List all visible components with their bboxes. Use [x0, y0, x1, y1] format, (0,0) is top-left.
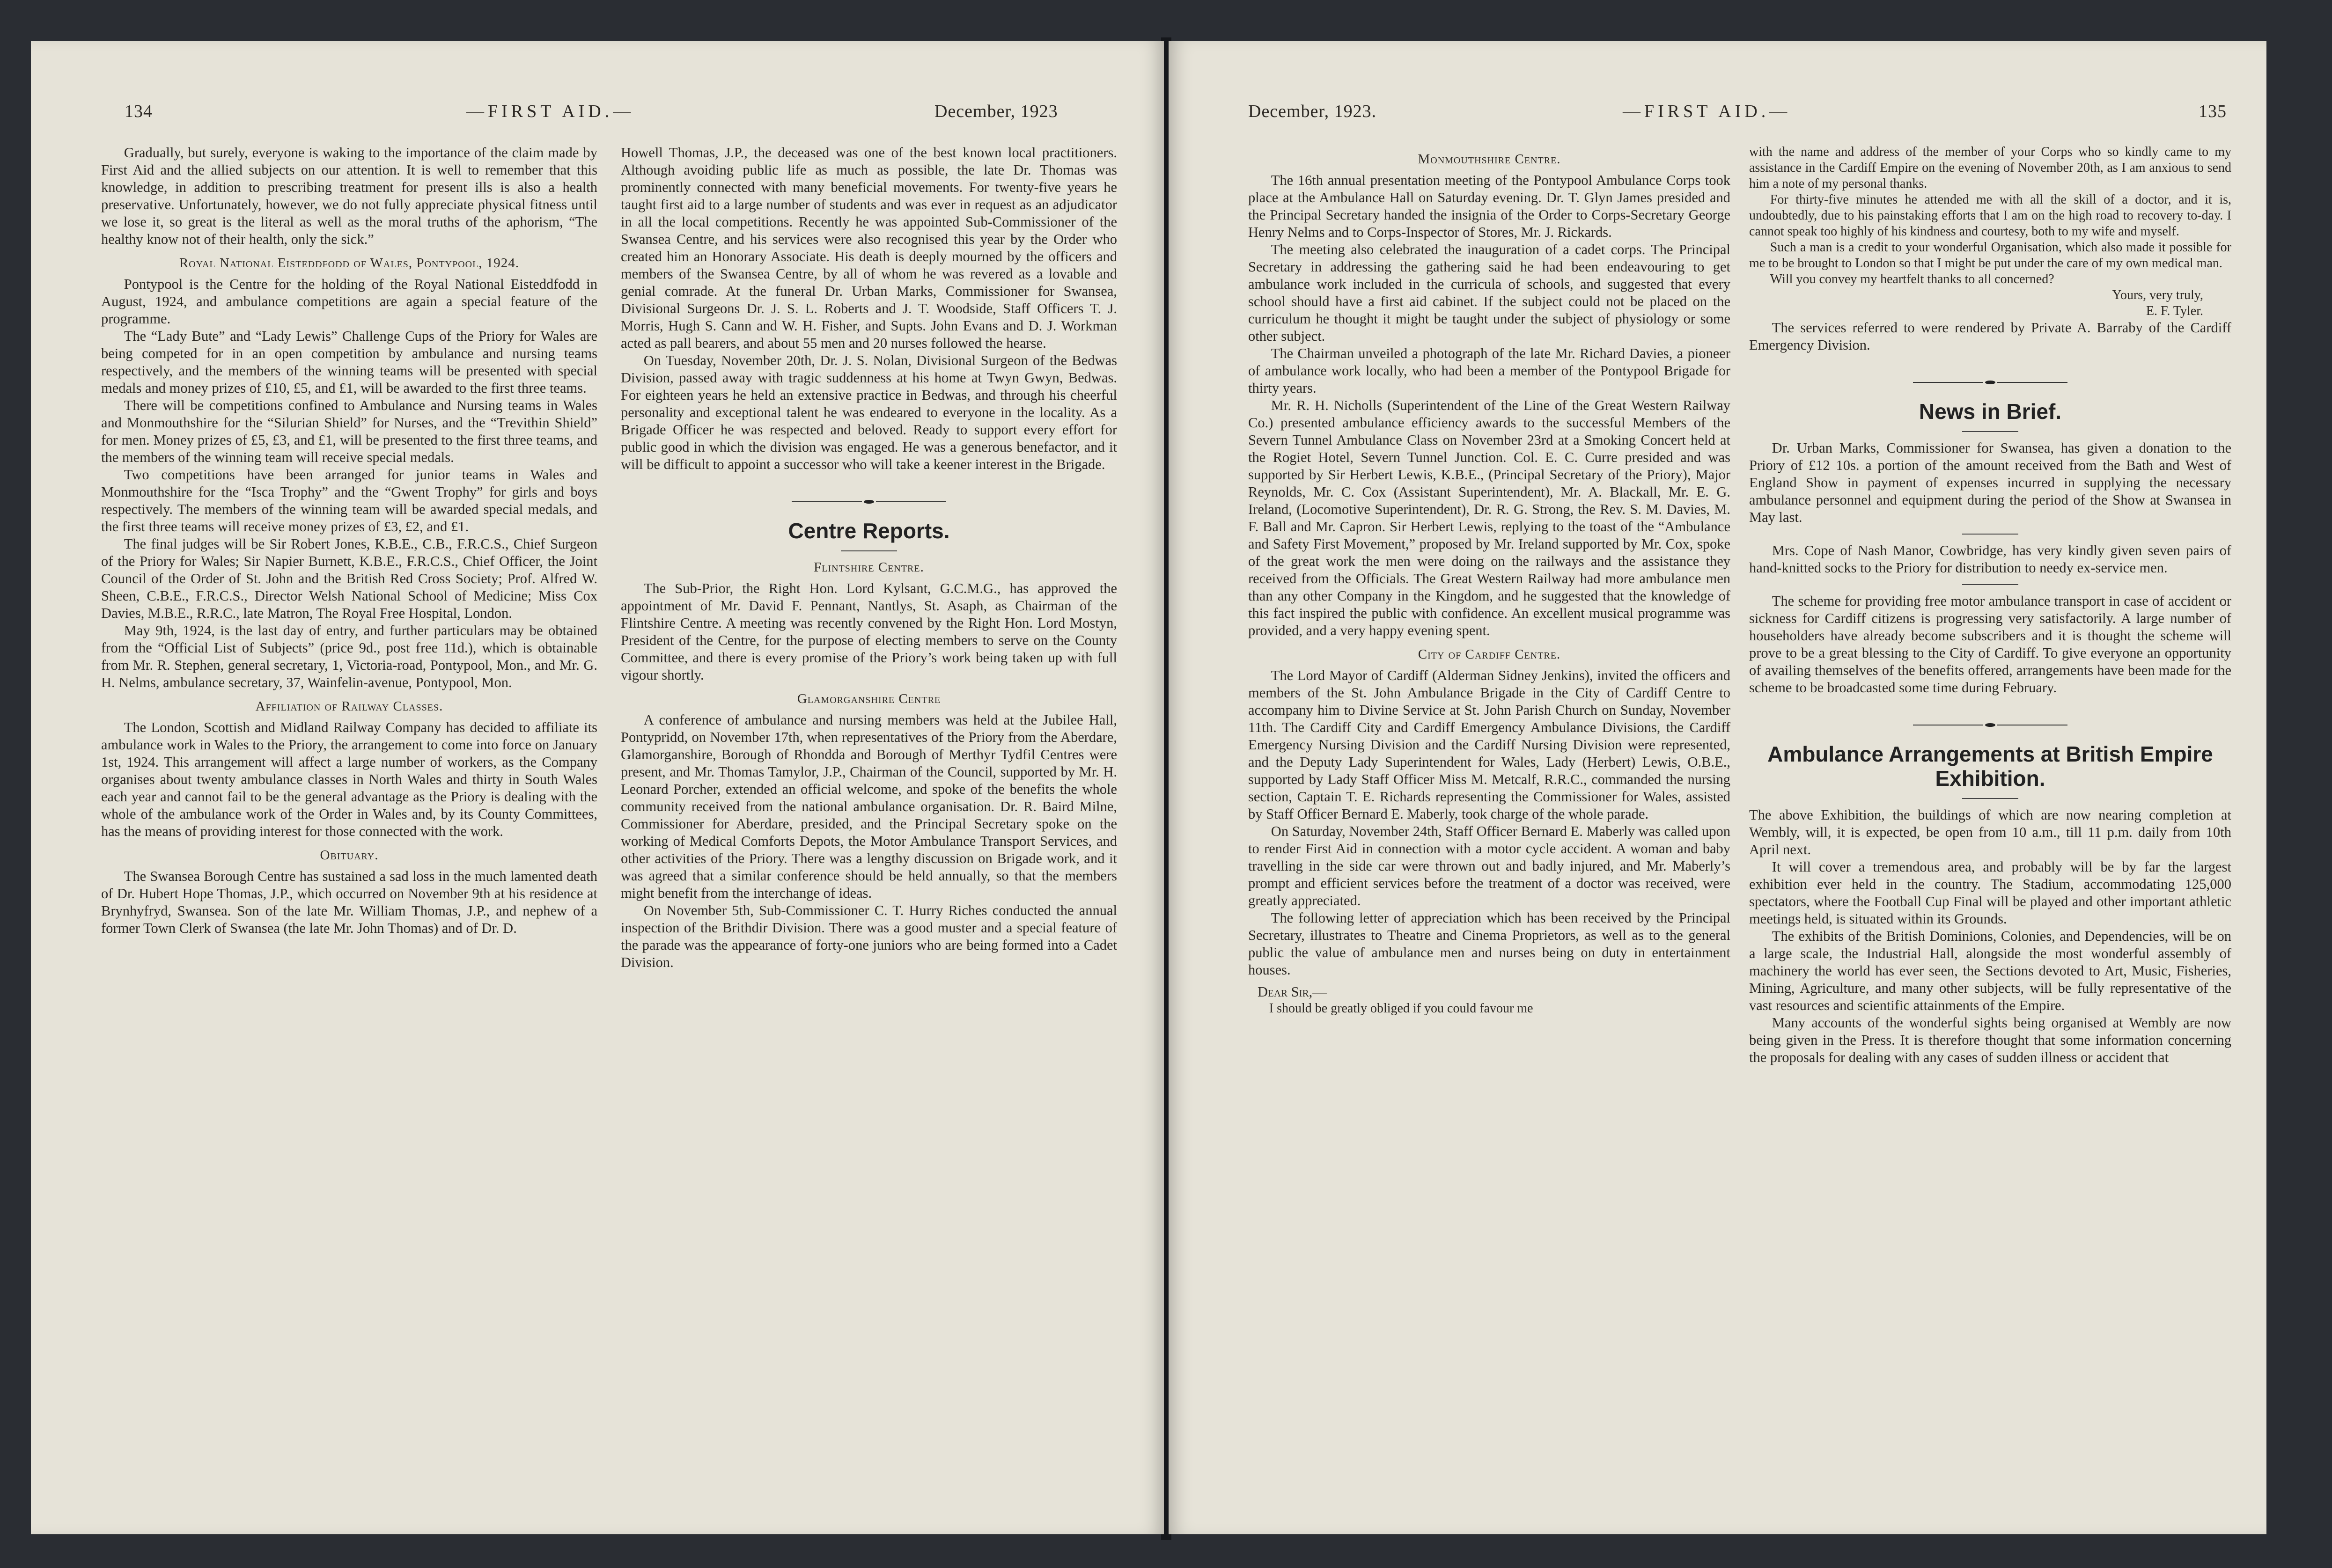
section-subheading: Monmouthshire Centre.	[1418, 152, 1561, 167]
letter-paragraph: Such a man is a credit to your wonderful Organisation, which also made it possible for me to be brought to London so that I might be put under the care of my own medical man.	[1749, 240, 2231, 271]
body-paragraph: The Sub-Prior, the Right Hon. Lord Kylsant, G.C.M.G., has approved the appointment of Mr. David F. Pennant, Nantlys, St. Asaph, as Chairman of the Flintshire Centre. A meeting was recently convened by the Right Hon. Lord Mostyn, President of the Centre, for the purpose of electing members to serve on the County Committee, and there is every promise of the Priory’s work being taken up with full vigour shortly.	[621, 580, 1117, 683]
body-paragraph: The scheme for providing free motor ambulance transport in case of accident or sickness for Cardiff citizens is progressing very satisfactorily. A large number of householders have already become subscribers and it is thought the scheme will prove to be a great blessing to the City of Cardiff. To give everyone an opportunity of availing themselves of the benefits offered, arrangements have been made for the scheme to be broadcasted some time during February.	[1749, 593, 2231, 696]
section-subheading: Obituary.	[320, 848, 379, 863]
body-paragraph: Gradually, but surely, everyone is waking to the importance of the claim made by First Aid and the allied subjects on our attention. It is well to remember that this knowledge, in addition to prescribing treatment for present ills is also a health preservative. Unfortunately, however, we do not fully appreciate physical fitness until we lose it, so great is the literal as well as the moral truths of the aphorism, “The healthy know not of their health, only the sick.”	[101, 145, 597, 247]
running-title: —FIRST AID.—	[1623, 102, 1791, 121]
letter-paragraph: Will you convey my heartfelt thanks to all concerned?	[1770, 272, 2054, 286]
body-paragraph: On November 5th, Sub-Commissioner C. T. Hurry Riches conducted the annual inspection of the Brithdir Division. There was a good muster and a special feature of the parade was the appearance of forty-one juniors who are being formed into a Cadet Division.	[621, 902, 1117, 970]
letter-paragraph: For thirty-five minutes he attended me with all the skill of a doctor, and it is, undoubtedly, due to his painstaking efforts that I am on the high road to recovery to-day. I cannot speak too highly of his kindness and courtesy, both to my wife and myself.	[1749, 192, 2231, 239]
page-number: 135	[2199, 102, 2227, 121]
letter-paragraph: with the name and address of the member of your Corps who so kindly came to my assistance in the Cardiff Empire on the evening of November 20th, as I am anxious to send him a note of my personal thanks.	[1749, 145, 2231, 191]
letter-salutation: Dear Sir,—	[1258, 984, 1327, 1000]
section-subheading: City of Cardiff Centre.	[1418, 647, 1561, 662]
left-page	[31, 41, 1164, 1534]
section-rule	[1962, 798, 2018, 799]
page-number: 134	[125, 102, 153, 121]
section-subheading: Glamorganshire Centre	[797, 691, 941, 706]
body-paragraph: Two competitions have been arranged for junior teams in Wales and Monmouthshire for the “Isca Trophy” and the “Gwent Trophy” for girls and boys respectively. The members of the winning team will be awarded special medals, and the first three teams will receive money prizes of £3, £2, and £1.	[101, 467, 597, 535]
ornament-divider	[621, 492, 1117, 509]
body-paragraph: The “Lady Bute” and “Lady Lewis” Challenge Cups of the Priory for Wales are being competed for in an open competition by ambulance and nursing teams respectively, and the members of the winning teams will be presented with special medals and money prizes of £10, £5, and £1, will be awarded to the first three teams.	[101, 328, 597, 396]
right-column-2	[1749, 144, 2231, 1066]
section-subheading: Flintshire Centre.	[814, 560, 924, 575]
article-heading: News in Brief.	[1919, 399, 2062, 424]
body-paragraph: The above Exhibition, the buildings of which are now nearing completion at Wembly, will, it is expected, be open from 10 a.m., till 11 p.m. daily from 10th April next.	[1749, 807, 2231, 857]
body-paragraph: There will be competitions confined to Ambulance and Nursing teams in Wales and Monmouthshire for the “Silurian Shield” for Nurses, and the “Trevithin Shield” for men. Money prizes of £5, £3, and £1, will be presented to the first three teams, and the members of the winning team will receive special medals.	[101, 397, 597, 465]
body-paragraph: The final judges will be Sir Robert Jones, K.B.E., C.B., F.R.C.S., Chief Surgeon of the Priory for Wales; Sir Napier Burnett, K.B.E., F.R.C.S., Chief Officer, the Joint Council of the Order of St. John and the British Red Cross Society; Prof. Alfred W. Sheen, C.B.E., F.R.C.S., Director Welsh National School of Medicine; Miss Cox Davies, M.B.E., R.R.C., late Matron, The Royal Free Hospital, London.	[101, 536, 597, 621]
body-paragraph: The following letter of appreciation which has been received by the Principal Secretary, illustrates to Theatre and Cinema Proprietors, as well as to the general public the value of ambulance men and nurses being on duty in entertainment houses.	[1248, 910, 1730, 978]
running-date: December, 1923.	[1248, 102, 1377, 121]
body-paragraph: Mrs. Cope of Nash Manor, Cowbridge, has very kindly given seven pairs of hand-knitted socks to the Priory for distribution to needy ex-service men.	[1749, 542, 2231, 576]
body-paragraph: The exhibits of the British Dominions, Colonies, and Dependencies, will be on a large scale, the Industrial Hall, alongside the most wonderful assembly of machinery the world has ever seen, the Sections devoted to Art, Music, Fisheries, Mining, Agriculture, and many other subjects, will be fully representative of the vast resources and scientific attainments of the Empire.	[1749, 928, 2231, 1013]
article-heading: Ambulance Arrangements at British Empire Exhibition.	[1767, 742, 2213, 791]
right-page	[1169, 41, 2266, 1534]
right-column-1	[1248, 144, 1730, 1017]
article-heading: Centre Reports.	[788, 519, 950, 543]
section-rule	[1962, 534, 2018, 535]
body-paragraph: Dr. Urban Marks, Commissioner for Swansea, has given a donation to the Priory of £12 10s. a portion of the amount received from the Bath and West of England Show in payment of expenses incurred in supplying the necessary ambulance personnel and equipment during the period of the Show at Swansea in May last.	[1749, 440, 2231, 525]
letter-signature: E. F. Tyler.	[2146, 304, 2203, 318]
body-paragraph: The Chairman unveiled a photograph of the late Mr. Richard Davies, a pioneer of ambulance work locally, who had been a member of the Pontypool Brigade for thirty years.	[1248, 345, 1730, 396]
section-rule	[1962, 584, 2018, 585]
body-paragraph: A conference of ambulance and nursing members was held at the Jubilee Hall, Pontypridd, on November 17th, when representatives of the Priory from the Aberdare, Glamorganshire, Borough of Rhondda and Borough of Merthyr Tydfil Centres were present, and Mr. Thomas Tamylor, J.P., Chairman of the Council, supported by Mr. H. Leonard Porcher, extended an official welcome, and spoke of the benefits the whole community received from the national ambulance organisation. Dr. R. Baird Milne, Commissioner for Aberdare, presided, and the Principal Secretary spoke on the working of Medical Comforts Depots, the Motor Ambulance Transport Services, and other activities of the Priory. There was a lengthy discussion on Brigade work, and it was agreed that a similar conference should be held annually, so that the members might benefit from the interchange of ideas.	[621, 712, 1117, 901]
ornament-divider	[1749, 373, 2231, 390]
body-paragraph: Pontypool is the Centre for the holding of the Royal National Eisteddfodd in August, 1924, and ambulance competitions are again a special feature of the programme.	[101, 276, 597, 327]
left-running-head	[31, 101, 1164, 129]
body-paragraph: May 9th, 1924, is the last day of entry, and further particulars may be obtained from the “Official List of Subjects” (price 9d., post free 11d.), which is obtainable from Mr. R. Stephen, general secretary, 1, Victoria-road, Pontypool, Mon., and Mr. G. H. Nelms, ambulance secretary, 37, Wainfelin-avenue, Pontypool, Mon.	[101, 623, 597, 690]
section-subheading: Royal National Eisteddfodd of Wales, Pontypool, 1924.	[179, 256, 520, 271]
running-title: —FIRST AID.—	[466, 102, 635, 121]
section-subheading: Affiliation of Railway Classes.	[255, 699, 443, 714]
section-rule	[1962, 431, 2018, 432]
ornament-divider	[1749, 715, 2231, 733]
body-paragraph: The 16th annual presentation meeting of the Pontypool Ambulance Corps took place at the Ambulance Hall on Saturday evening. Dr. T. Glyn James presided and the Principal Secretary handed the insignia of the Order to Corps-Secretary George Henry Nelms and to Corps-Inspector of Stores, Mr. J. Rickards.	[1248, 172, 1730, 240]
body-paragraph: The services referred to were rendered by Private A. Barraby of the Cardiff Emergency Division.	[1749, 320, 2231, 353]
body-paragraph: It will cover a tremendous area, and probably will be by far the largest exhibition ever held in the country. The Stadium, accommodating 125,000 spectators, where the Football Cup Final will be played and other important athletic meetings held, is situated within its Grounds.	[1749, 859, 2231, 927]
body-paragraph: On Saturday, November 24th, Staff Officer Bernard E. Maberly was called upon to render First Aid in connection with a motor cycle accident. A woman and baby travelling in the side car were thrown out and badly injured, and Mr. Maberly’s prompt and efficient services before the treatment of a doctor was received, were greatly appreciated.	[1248, 823, 1730, 909]
body-paragraph: Mr. R. H. Nicholls (Superintendent of the Line of the Great Western Railway Co.) presented ambulance efficiency awards to the successful Members of the Severn Tunnel Ambulance Class on November 23rd at a Smoking Concert held at the Rogiet Hotel, Severn Tunnel Junction. Col. E. C. Curre presided and was supported by Sir Herbert Lewis, K.B.E., (Principal Secretary of the Priory), Major Reynolds, Mr. C. Cox (Assistant Superintendent), Mr. A. Blackall, Mr. E. G. Ireland, (Locomotive Superintendent), Dr. R. G. Strong, the Rev. S. M. Davies, M. F. Ball and Mr. Capron. Sir Herbert Lewis, replying to the toast of the “Ambulance and Safety First Movement,” proposed by Mr. Ireland supported by Mr. Cox, spoke of the great work the men were doing on the railways and the assistance they received from the Officials. The Great Western Railway had more ambulance men than any other Company in the Kingdom, and he suggested that the knowledge of this fact inspired the public with confidence. An excellent musical programme was provided, and a very happy evening spent.	[1248, 397, 1730, 638]
body-paragraph: The Swansea Borough Centre has sustained a sad loss in the much lamented death of Dr. Hubert Hope Thomas, J.P., which occurred on November 9th at his residence at Brynhyfryd, Swansea. Son of the late Mr. William Thomas, J.P., and nephew of a former Town Clerk of Swansea (the late Mr. John Thomas) and of Dr. D.	[101, 868, 597, 936]
body-paragraph: Many accounts of the wonderful sights being organised at Wembly are now being given in the Press. It is therefore thought that some information concerning the proposals for dealing with any cases of sudden illness or accident that	[1749, 1015, 2231, 1065]
left-column-1	[101, 144, 597, 937]
body-paragraph: On Tuesday, November 20th, Dr. J. S. Nolan, Divisional Surgeon of the Bedwas Division, passed away with tragic suddenness at his home at Twyn Gwyn, Bedwas. For eighteen years he held an extensive practice in Bedwas, and through his cheerful personality and exceptional talent he was endeared to everyone in the locality. As a Brigade Officer he was respected and beloved. Ready to support every effort for public good in which the division was engaged. He was a generous benefactor, and it will be difficult to appoint a successor who will take a keener interest in the Brigade.	[621, 352, 1117, 472]
body-paragraph: Howell Thomas, J.P., the deceased was one of the best known local practitioners. Although avoiding public life as much as possible, the late Dr. Thomas was prominently connected with many beneficial movements. For twenty-five years he taught first aid to a large number of students and was ever in request as an adjudicator in all the local competitions. Recently he was appointed Sub-Commissioner of the Swansea Centre, and his services were also recognised this year by the Order who created him an Honorary Associate. His death is deeply mourned by the officers and members of the Swansea Centre, by all of whom he was revered as a lovable and genial comrade. At the funeral Dr. Urban Marks, Commissioner for Swansea, Divisional Surgeons Dr. J. S. L. Roberts and J. T. Woodside, Staff Officers T. J. Morris, Hugh S. Cann and W. H. Fisher, and Supts. John Evans and D. J. Workman acted as pall bearers, and about 55 men and 20 nurses followed the hearse.	[621, 145, 1117, 351]
body-paragraph: The Lord Mayor of Cardiff (Alderman Sidney Jenkins), invited the officers and members of the St. John Ambulance Brigade in the City of Cardiff Centre to accompany him to Divine Service at St. John Parish Church on Sunday, November 11th. The Cardiff City and Cardiff Emergency Ambulance Divisions, the Cardiff Emergency Nursing Division and the Cardiff Nursing Division were represented, and the Deputy Lady Superintendent for Wales, Lady (Herbert) Lewis, O.B.E., supported by Lady Staff Officer Miss M. Metcalf, R.R.C., commanded the nursing section, Captain T. E. Richards representing the Commissioner for Wales, assisted by Staff Officer Bernard E. Maberly, took charge of the whole parade.	[1248, 667, 1730, 822]
body-paragraph: The meeting also celebrated the inauguration of a cadet corps. The Principal Secretary in addressing the gathering said he had been endeavouring to get ambulance work included in the curricula of schools, and suggested that every school should have a first aid cabinet. If the subject could not be placed on the curriculum he thought it might be taught under the subject of physiology or some other subject.	[1248, 242, 1730, 344]
letter-signature: Yours, very truly,	[2112, 288, 2203, 302]
left-column-2	[621, 144, 1117, 971]
section-rule	[841, 550, 897, 551]
running-date: December, 1923	[934, 102, 1058, 121]
body-paragraph: The London, Scottish and Midland Railway Company has decided to affiliate its ambulance work in Wales to the Priory, the arrangement to come into force on January 1st, 1924. This arrangement will affect a large number of workers, as the Company organises about twenty ambulance classes in North Wales and thirty in South Wales each year and cannot fail to be the general advantage as the Priory is dealing with the whole of the ambulance work of the Order in Wales and, by its County Committees, has the means of providing interest for those connected with the work.	[101, 719, 597, 839]
right-running-head	[1169, 101, 2266, 129]
letter-paragraph: I should be greatly obliged if you could favour me	[1269, 1001, 1533, 1016]
